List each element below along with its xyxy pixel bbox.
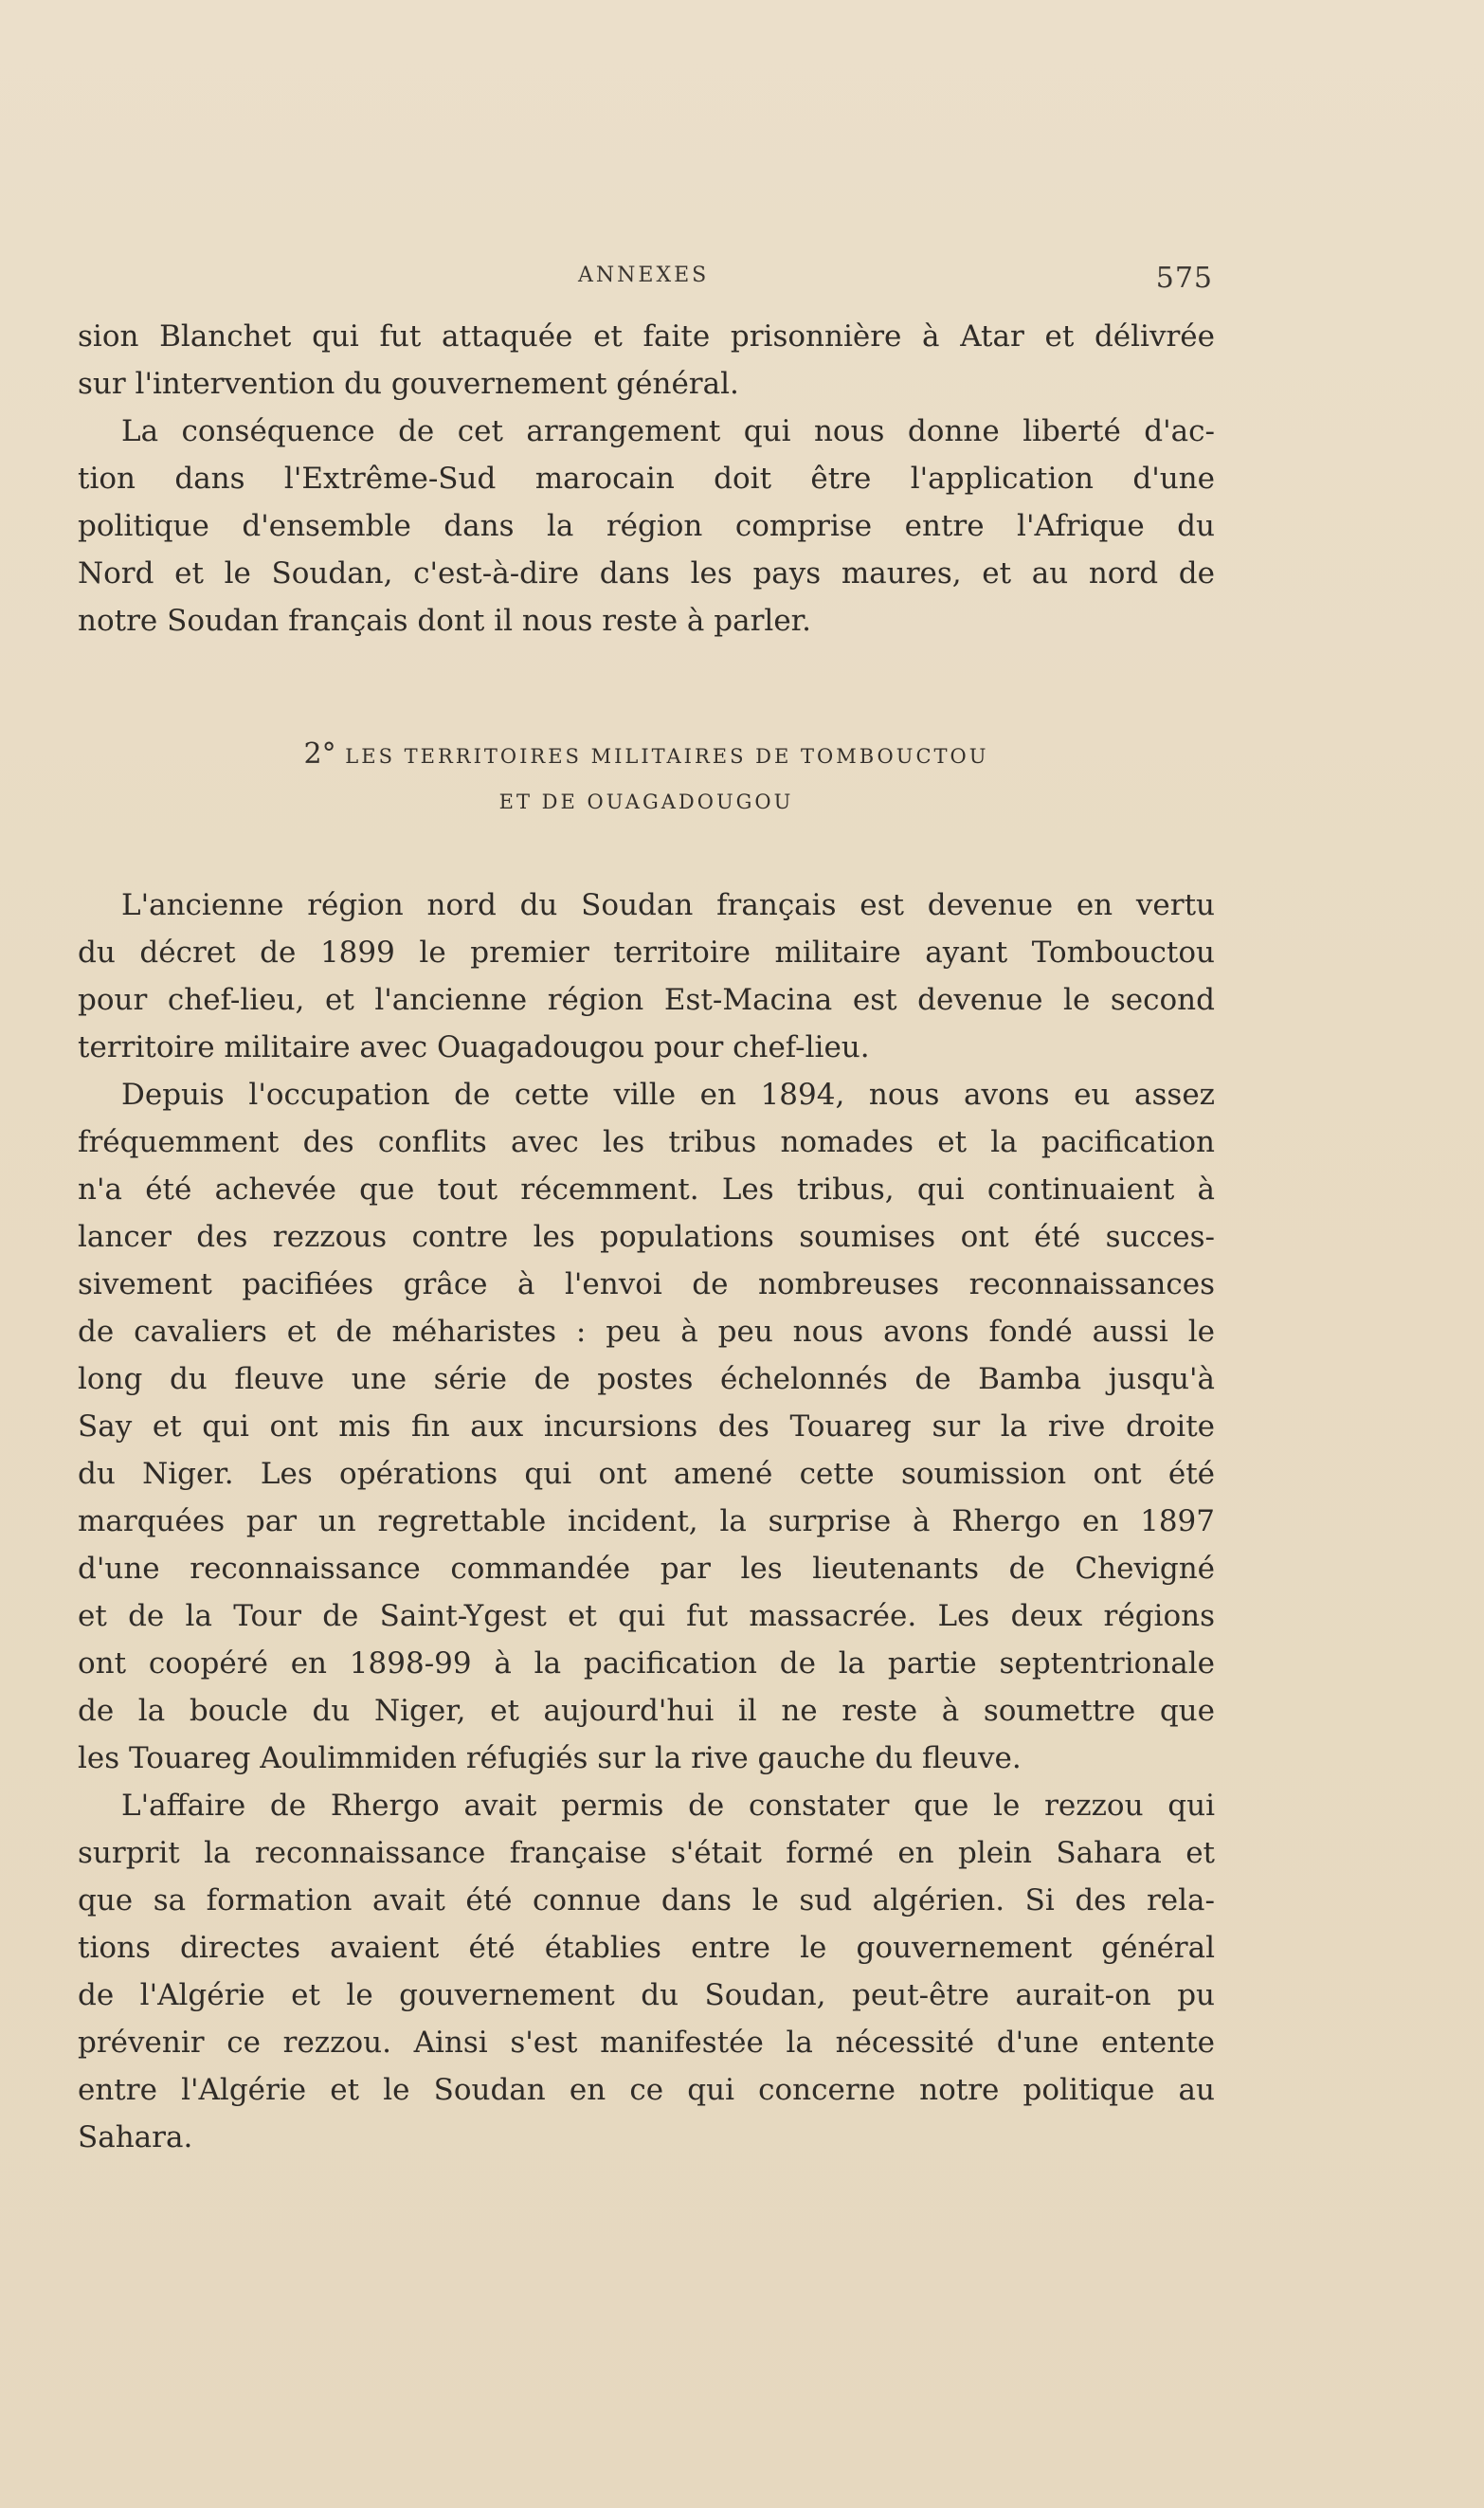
text-line: lancer des rezzous contre les populations soumises ont été succes- — [78, 1220, 1215, 1254]
text-line: fréquemment des conflits avec les tribus nomades et la pacification — [78, 1125, 1215, 1159]
text-line: Depuis l'occupation de cette ville en 1894, nous avons eu assez — [121, 1078, 1215, 1112]
text-line: tions directes avaient été établies entre le gouvernement général — [78, 1931, 1215, 1965]
text-line: de cavaliers et de méharistes : peu à peu nous avons fondé aussi le — [78, 1315, 1215, 1349]
text-line: sur l'intervention du gouvernement général. — [78, 367, 739, 401]
paragraph-block-1 — [78, 313, 1215, 645]
text-line: La conséquence de cet arrangement qui nous donne liberté d'ac- — [121, 414, 1215, 448]
section-number: 2° — [303, 737, 336, 771]
text-line: de l'Algérie et le gouvernement du Soudan, peut-être aurait-on pu — [78, 1978, 1215, 2012]
text-line: sion Blanchet qui fut attaquée et faite prisonnière à Atar et délivrée — [78, 319, 1215, 354]
text-line: long du fleuve une série de postes échelonnés de Bamba jusqu'à — [78, 1362, 1215, 1396]
text-line: L'ancienne région nord du Soudan français est devenue en vertu — [121, 888, 1215, 922]
text-line: n'a été achevée que tout récemment. Les tribus, qui continuaient à — [78, 1172, 1215, 1207]
text-line: politique d'ensemble dans la région comprise entre l'Afrique du — [78, 509, 1215, 543]
running-head: ANNEXES — [578, 264, 710, 287]
text-line: territoire militaire avec Ouagadougou pour chef-lieu. — [78, 1030, 870, 1064]
text-line: ont coopéré en 1898-99 à la pacification de la partie septentrionale — [78, 1646, 1215, 1681]
text-line: du décret de 1899 le premier territoire militaire ayant Tombouctou — [78, 936, 1215, 970]
text-line: Nord et le Soudan, c'est-à-dire dans les pays maures, et au nord de — [78, 556, 1215, 591]
text-line: Sahara. — [78, 2120, 193, 2154]
text-line: L'affaire de Rhergo avait permis de constater que le rezzou qui — [121, 1789, 1215, 1823]
text-line: de la boucle du Niger, et aujourd'hui il ne reste à soumettre que — [78, 1694, 1215, 1728]
text-line: marquées par un regrettable incident, la surprise à Rhergo en 1897 — [78, 1504, 1215, 1538]
text-line: les Touareg Aoulimmiden réfugiés sur la rive gauche du fleuve. — [78, 1741, 1022, 1775]
page-number: 575 — [1155, 262, 1213, 295]
text-line: Say et qui ont mis fin aux incursions des Touareg sur la rive droite — [78, 1409, 1215, 1444]
text-line: que sa formation avait été connue dans le sud algérien. Si des rela- — [78, 1883, 1215, 1917]
text-line: du Niger. Les opérations qui ont amené cette soumission ont été — [78, 1457, 1215, 1491]
text-line: prévenir ce rezzou. Ainsi s'est manifestée la nécessité d'une entente — [78, 2026, 1215, 2060]
text-line: entre l'Algérie et le Soudan en ce qui concerne notre politique au — [78, 2073, 1215, 2107]
page-header — [76, 264, 1213, 301]
paragraph-block-2 — [78, 881, 1215, 2161]
section-heading-continued — [78, 791, 1215, 813]
section-title-line1: LES TERRITOIRES MILITAIRES DE TOMBOUCTOU — [345, 745, 989, 768]
text-line: sivement pacifiées grâce à l'envoi de nombreuses reconnaissances — [78, 1267, 1215, 1301]
text-line: et de la Tour de Saint-Ygest et qui fut massacrée. Les deux régions — [78, 1599, 1215, 1633]
text-line: tion dans l'Extrême-Sud marocain doit être l'application d'une — [78, 462, 1215, 496]
section-heading — [78, 737, 1215, 771]
text-line: d'une reconnaissance commandée par les lieutenants de Chevigné — [78, 1552, 1215, 1586]
text-line: notre Soudan français dont il nous reste à parler. — [78, 604, 811, 638]
section-title-line2: ET DE OUAGADOUGOU — [498, 791, 794, 813]
text-line: surprit la reconnaissance française s'était formé en plein Sahara et — [78, 1836, 1215, 1870]
text-line: pour chef-lieu, et l'ancienne région Est-Macina est devenue le second — [78, 983, 1215, 1017]
